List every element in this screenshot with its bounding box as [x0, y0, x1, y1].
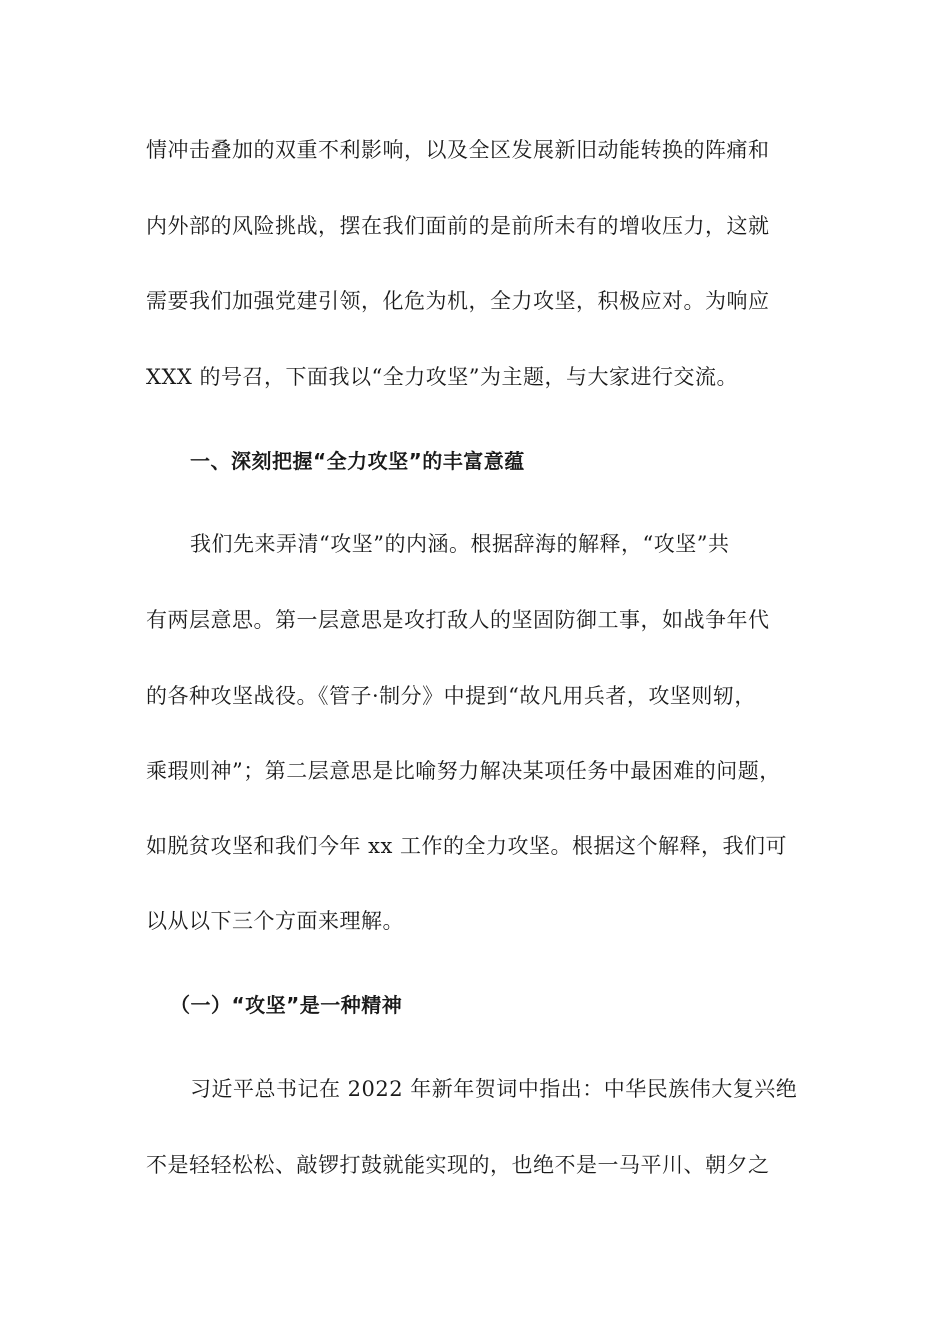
paragraph-line: 需要我们加强党建引领，化危为机，全力攻坚，积极应对。为响应 [146, 289, 770, 313]
paragraph-line: 的各种攻坚战役。《管子·制分》中提到“故凡用兵者，攻坚则轫， [146, 684, 756, 708]
paragraph-line: 有两层意思。第一层意思是攻打敌人的坚固防御工事，如战争年代 [146, 608, 770, 632]
paragraph-line: 如脱贫攻坚和我们今年 xx 工作的全力攻坚。根据这个解释，我们可 [146, 834, 788, 858]
paragraph-line: 情冲击叠加的双重不利影响，以及全区发展新旧动能转换的阵痛和 [146, 138, 770, 162]
paragraph-line: 不是轻轻松松、敲锣打鼓就能实现的，也绝不是一马平川、朝夕之 [146, 1153, 770, 1177]
paragraph-line: 内外部的风险挑战，摆在我们面前的是前所未有的增收压力，这就 [146, 214, 770, 238]
paragraph-line: 我们先来弄清“攻坚”的内涵。根据辞海的解释，“攻坚”共 [190, 532, 730, 556]
subsection-heading: （一）“攻坚”是一种精神 [170, 993, 403, 1017]
paragraph-line: 习近平总书记在 2022 年新年贺词中指出：中华民族伟大复兴绝 [190, 1077, 798, 1101]
paragraph-line: 乘瑕则神”；第二层意思是比喻努力解决某项任务中最困难的问题， [146, 759, 781, 783]
paragraph-line: XXX 的号召，下面我以“全力攻坚”为主题，与大家进行交流。 [146, 365, 738, 389]
paragraph-line: 以从以下三个方面来理解。 [146, 909, 404, 933]
section-heading: 一、深刻把握“全力攻坚”的丰富意蕴 [190, 449, 525, 473]
